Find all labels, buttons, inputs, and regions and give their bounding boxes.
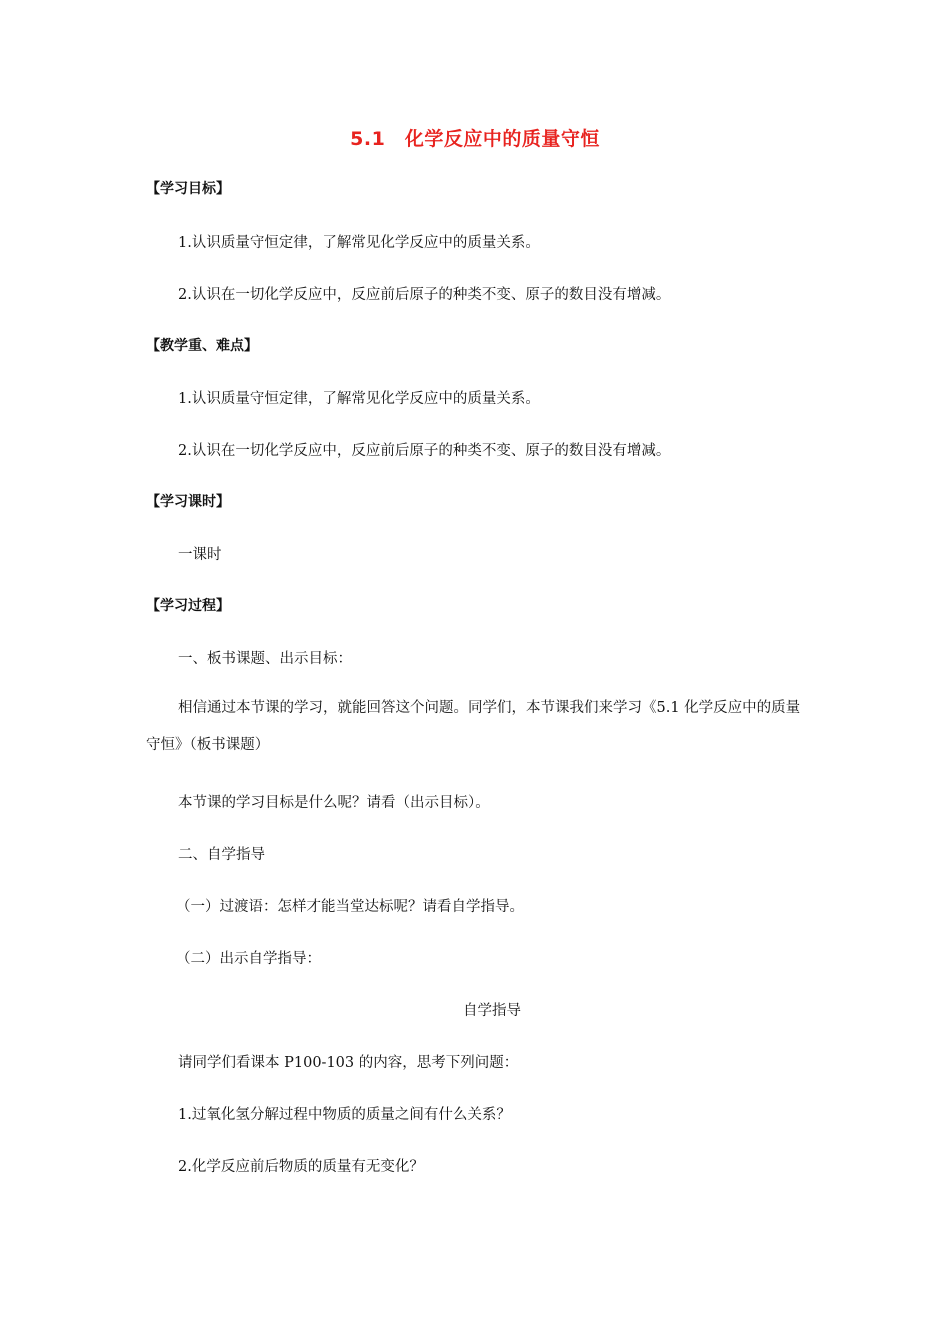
objective-item-1: 1.认识质量守恒定律，了解常见化学反应中的质量关系。	[178, 235, 540, 251]
question-2: 2.化学反应前后物质的质量有无变化？	[178, 1159, 424, 1175]
step-one: 一、板书课题、出示目标：	[178, 651, 352, 667]
key-points-heading: 【教学重、难点】	[146, 338, 258, 354]
sub-step-two: （二）出示自学指导：	[176, 951, 321, 967]
step-two: 二、自学指导	[178, 847, 265, 863]
objectives-heading: 【学习目标】	[146, 181, 230, 197]
sub-step-one: （一）过渡语：怎样才能当堂达标呢？请看自学指导。	[176, 899, 524, 915]
page-title: 5.1 化学反应中的质量守恒	[350, 128, 600, 150]
hours-text: 一课时	[178, 547, 222, 563]
process-heading: 【学习过程】	[146, 598, 230, 614]
guide-text: 请同学们看课本 P100-103 的内容，思考下列问题：	[178, 1055, 519, 1071]
goal-question: 本节课的学习目标是什么呢？请看（出示目标）。	[178, 795, 490, 811]
objective-item-2: 2.认识在一切化学反应中，反应前后原子的种类不变、原子的数目没有增减。	[178, 287, 671, 303]
question-1: 1.过氧化氢分解过程中物质的质量之间有什么关系？	[178, 1107, 511, 1123]
guide-title: 自学指导	[463, 1003, 521, 1019]
hours-heading: 【学习课时】	[146, 494, 230, 510]
intro-paragraph: 相信通过本节课的学习，就能回答这个问题。同学们，本节课我们来学习《5.1 化学反应中的质量守恒》（板书课题）	[146, 700, 801, 753]
key-point-item-1: 1.认识质量守恒定律，了解常见化学反应中的质量关系。	[178, 391, 540, 407]
key-point-item-2: 2.认识在一切化学反应中，反应前后原子的种类不变、原子的数目没有增减。	[178, 443, 671, 459]
